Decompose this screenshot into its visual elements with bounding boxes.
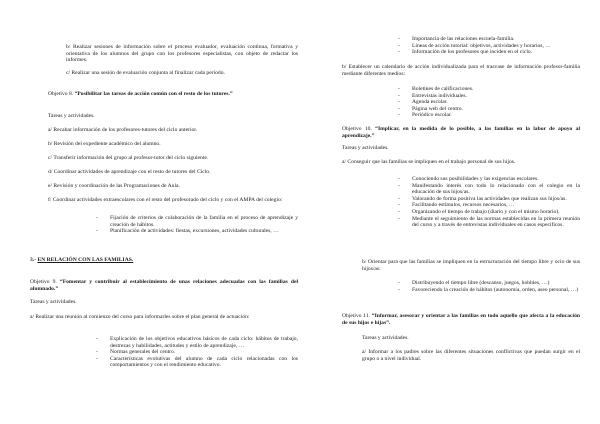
objective-8-label: Objetivo 8. (48, 91, 74, 97)
objective-10-text: “Implicar, en la medida de lo posible, a las familias en la labor de apoyo al aprendizaje.” (342, 126, 581, 139)
list-item: - Importancia de las relaciones escuela-familia. (398, 36, 580, 43)
objective-10-label: Objetivo 10. (342, 126, 372, 132)
objective-9 (30, 279, 298, 292)
objective-9-text: “Fomentar y contribuir al establecimiento de unas relaciones adecuadas con las familias del alumnado.” (30, 279, 298, 292)
list-item: - Facilitando estímulos, recursos necesarios, … (398, 202, 580, 209)
list-item: - Líneas de acción tutorial: objetivos, actividades y horarios, … (398, 43, 580, 50)
section-number: 3.- (30, 257, 37, 263)
task-f-list (96, 215, 298, 235)
task-d-coordinar: d/ Coordinar actividades de aprendizaje con el resto de tutores del Ciclo. (48, 169, 211, 175)
tareas-heading: Tareas y actividades. (30, 299, 77, 305)
paragraph-c-evaluacion: c/ Realizar una sesión de evaluación conjunta al finalizar cada período. (66, 70, 225, 76)
objective-11-label: Objetivo 11. (342, 313, 371, 319)
objective-11-text: “Informar, asesorar y orientar a las familias en todo aquello que afecta a la educación de sus hijos e hijas”. (342, 313, 581, 326)
list-item: - Manifestando interés con todo lo relacionado con el colegio en la educación de sus hijos/as. (398, 183, 580, 196)
list-item: - Organizando el tiempo de trabajo (diario y con el mismo horario). (398, 209, 580, 216)
task-b-revision: b/ Revisión del expediente académico del alumno. (48, 141, 161, 147)
task-a-reunion: a/ Realizar una reunión al comienzo del curso para informarles sobre el plan general de actuación: (30, 314, 250, 320)
objective-9-label: Objetivo 9. (30, 279, 57, 285)
list-item: - Agenda escolar. (398, 99, 580, 106)
list-item: - Planificación de actividades: fiestas, excursiones, actividades culturales, … (96, 228, 298, 235)
task-a-informar: a/ Informar a los padres sobre las diferentes situaciones conflictivas que puedan surgir en el grupo o a nivel individual. (362, 349, 580, 362)
tareas-heading: Tareas y actividades. (362, 335, 409, 341)
list-item: - Favoreciendo la creación de hábitos (autonomía, orden, aseo personal, …) (398, 287, 580, 294)
task-c-transferir: c/ Transferir información del grupo al profesor-tutor del ciclo siguiente. (48, 155, 209, 161)
list-item: - Explicación de los objetivos educativos básicos de cada ciclo: hábitos de trabajo, destrezas y habilidades, actitudes y estilo de aprendizaje, … (96, 336, 298, 349)
list-item: - Información de los profesores que inciden en el ciclo. (398, 49, 580, 56)
list-item: - Conociendo sus posibilidades y las exigencias escolares. (398, 176, 580, 183)
meeting-topics-list (398, 36, 580, 56)
list-item: - Fijación de criterios de colaboración de la familia en el proceso de aprendizaje y creación de hábitos. (96, 215, 298, 228)
list-item: - Página web del centro. (398, 106, 580, 113)
list-item: - Periódico escolar. (398, 112, 580, 119)
media-list (398, 86, 580, 119)
task-f-coordinar: f/ Coordinar actividades extraescolares con el resto del profesorado del ciclo y con el AMPA del colegio: (48, 197, 283, 203)
objective-10 (342, 126, 580, 139)
list-item: - Boletines de calificaciones. (398, 86, 580, 93)
task-a-list (96, 336, 298, 369)
free-time-list (398, 280, 580, 293)
task-a-conseguir: a/ Conseguir que las familias se impliquen en el trabajo personal de sus hijos. (342, 159, 516, 165)
tareas-heading: Tareas y actividades. (342, 145, 389, 151)
list-item: - Entrevistas individuales. (398, 93, 580, 100)
section-title: EN RELACIÓN CON LAS FAMILIAS. (37, 257, 134, 263)
list-item: - Normas generales del centro. (96, 349, 298, 356)
task-b-calendario: b/ Establecer un calendario de acción individualizada para el trasvase de información profesor-familia mediante diferentes medios: (342, 64, 580, 77)
task-a-recabar: a/ Recabar información de los profesores-tutores del ciclo anterior. (48, 127, 198, 133)
list-item: - Valorando de forma positiva las actividades que realizan sus hijos/as. (398, 196, 580, 203)
objective-8 (48, 91, 298, 98)
task-e-revision: e/ Revisión y coordinación de las Programaciones de Aula. (48, 183, 180, 189)
list-item: - Distribuyendo el tiempo libre (descanso, juegos, hobbies, …) (398, 280, 580, 287)
task-b-orientar: b/ Orientar para que las familias se impliquen en la estructuración del tiempo libre y ocio de sus hijos/as: (362, 259, 580, 272)
list-item: - Características evolutivas del alumno de cada ciclo relacionadas con los comportamientos y con el rendimiento educativo. (96, 356, 298, 369)
objective-11 (342, 313, 580, 326)
section-heading (30, 257, 133, 264)
list-item: - Mediante el seguimiento de las normas establecidas en la primera reunión del curso y a través de entrevistas individuales en casos específicos. (398, 216, 580, 229)
involvement-list (398, 176, 580, 229)
tareas-heading: Tareas y actividades. (48, 113, 95, 119)
objective-8-text: “Posibilitar las tareas de acción común con el resto de los tutores.” (74, 91, 233, 97)
paragraph-b-informacion: b/ Realizar sesiones de información sobre el proceso evaluador, evaluación continua, formativa y orientativa de los alumnos del grupo con los profesores especialistas, con objeto de redactar los informes. (66, 44, 298, 64)
